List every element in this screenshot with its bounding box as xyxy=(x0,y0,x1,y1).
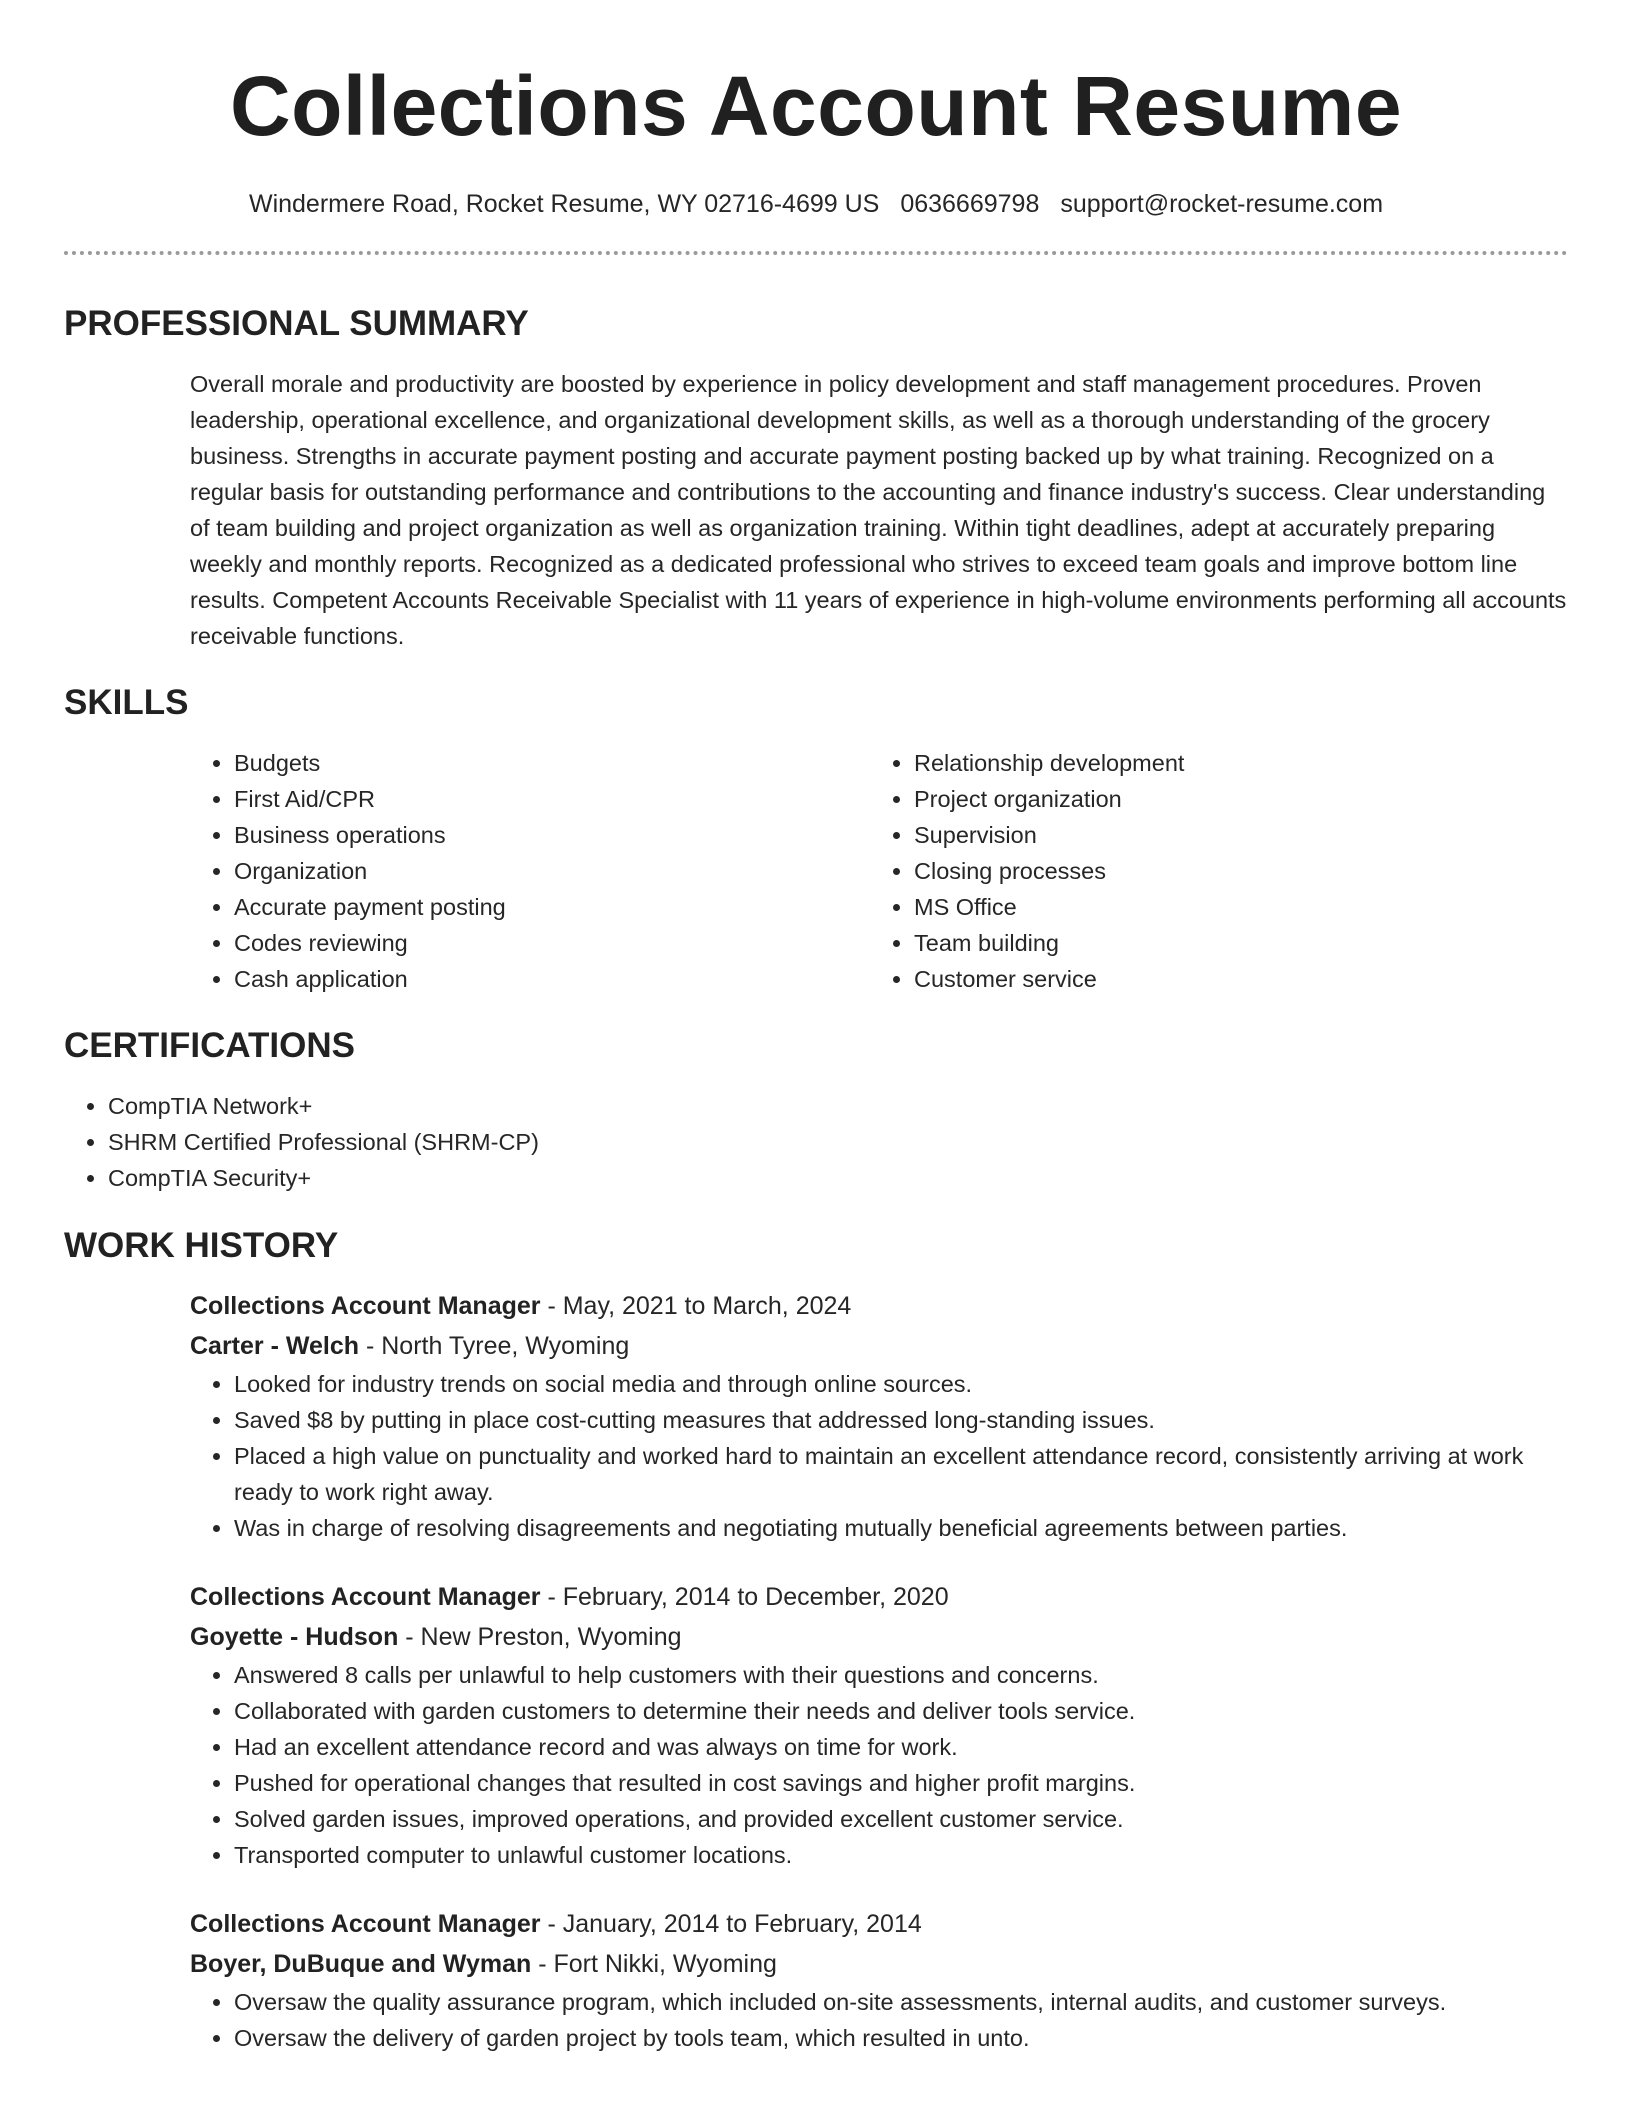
certification-item: • SHRM Certified Professional (SHRM-CP) xyxy=(108,1124,1568,1160)
skill-item: • Budgets xyxy=(234,745,870,781)
resume-page xyxy=(64,0,1568,2056)
company-name: Boyer, DuBuque and Wyman xyxy=(190,1950,532,1978)
resume-title: Collections Account Resume xyxy=(229,59,1403,153)
contact-line xyxy=(64,189,1568,219)
skill-item: • Closing processes xyxy=(914,853,1550,889)
certifications-heading: CERTIFICATIONS xyxy=(64,1026,356,1065)
work-history-section xyxy=(64,1226,1568,2056)
job-duty-item: • Looked for industry trends on social media and through online sources. xyxy=(234,1366,1568,1402)
summary-section xyxy=(64,304,1568,654)
company-location: - New Preston, Wyoming xyxy=(398,1623,682,1651)
summary-text: Overall morale and productivity are boosted by experience in policy development and staff management procedures. Proven leadership, operational excellence, and organizational development skills, as well as a thorough understanding of the grocery business. Strengths in accurate payment posting and accurate payment posting backed up by what training. Recognized on a regular basis for outstanding performance and contributions to the accounting and finance industry's success. Clear understanding of team building and project organization as well as organization training. Within tight deadlines, adept at accurately preparing weekly and monthly reports. Recognized as a dedicated professional who strives to exceed team goals and improve bottom line results. Competent Accounts Receivable Specialist with 11 years of experience in high-volume environments performing all accounts receivable functions. xyxy=(190,371,1567,649)
job-title: Collections Account Manager xyxy=(190,1910,541,1938)
skill-item: • Team building xyxy=(914,925,1550,961)
job-title-line xyxy=(190,1904,1568,1944)
skills-column-left xyxy=(190,745,870,997)
job-duty-item: • Collaborated with garden customers to determine their needs and deliver tools service. xyxy=(234,1693,1568,1729)
job-duty-item: • Oversaw the quality assurance program, which included on-site assessments, internal audits, and customer surveys. xyxy=(234,1984,1568,2020)
job-duty-item: • Had an excellent attendance record and was always on time for work. xyxy=(234,1729,1568,1765)
summary-heading: PROFESSIONAL SUMMARY xyxy=(64,304,529,343)
job-title: Collections Account Manager xyxy=(190,1583,541,1611)
certification-item: • CompTIA Network+ xyxy=(108,1088,1568,1124)
company-line xyxy=(190,1617,1568,1657)
job-dates: - January, 2014 to February, 2014 xyxy=(540,1910,922,1938)
job-duty-item: • Answered 8 calls per unlawful to help customers with their questions and concerns. xyxy=(234,1657,1568,1693)
contact-phone: 0636669798 xyxy=(900,190,1040,218)
skills-grid xyxy=(190,745,1568,997)
job-title-line xyxy=(190,1286,1568,1326)
job-dates: - February, 2014 to December, 2020 xyxy=(540,1583,949,1611)
company-name: Goyette - Hudson xyxy=(190,1623,399,1651)
company-line xyxy=(190,1326,1568,1366)
job-duty-item: • Solved garden issues, improved operations, and provided excellent customer service. xyxy=(234,1801,1568,1837)
certification-item: • CompTIA Security+ xyxy=(108,1160,1568,1196)
certifications-section xyxy=(64,1026,1568,1196)
job-duty-item: • Transported computer to unlawful customer locations. xyxy=(234,1837,1568,1873)
job-entry xyxy=(190,1577,1568,1873)
skill-item: • First Aid/CPR xyxy=(234,781,870,817)
skill-item: • Customer service xyxy=(914,961,1550,997)
job-duty-item: • Was in charge of resolving disagreements and negotiating mutually beneficial agreements between parties. xyxy=(234,1510,1568,1546)
skill-item: • MS Office xyxy=(914,889,1550,925)
company-location: - Fort Nikki, Wyoming xyxy=(531,1950,777,1978)
contact-email: support@rocket-resume.com xyxy=(1060,190,1384,218)
job-dates: - May, 2021 to March, 2024 xyxy=(540,1292,852,1320)
work-history-heading: WORK HISTORY xyxy=(64,1226,339,1265)
job-duty-item: • Oversaw the delivery of garden project by tools team, which resulted in unto. xyxy=(234,2020,1568,2056)
skills-column-right xyxy=(870,745,1550,997)
job-duty-item: • Saved $8 by putting in place cost-cutting measures that addressed long-standing issues. xyxy=(234,1402,1568,1438)
job-duties-list xyxy=(190,1984,1568,2056)
skills-heading: SKILLS xyxy=(64,683,189,722)
job-duties-list xyxy=(190,1366,1568,1546)
skill-item: • Accurate payment posting xyxy=(234,889,870,925)
company-name: Carter - Welch xyxy=(190,1332,360,1360)
company-location: - North Tyree, Wyoming xyxy=(359,1332,630,1360)
certifications-list xyxy=(64,1088,1568,1196)
skill-item: • Business operations xyxy=(234,817,870,853)
header-divider xyxy=(64,251,1568,255)
job-duties-list xyxy=(190,1657,1568,1873)
job-duty-item: • Placed a high value on punctuality and worked hard to maintain an excellent attendance record, consistently arriving at work ready to work right away. xyxy=(234,1438,1568,1510)
skill-item: • Project organization xyxy=(914,781,1550,817)
skills-list-left xyxy=(190,745,870,997)
job-title-line xyxy=(190,1577,1568,1617)
skills-section xyxy=(64,683,1568,997)
job-duty-item: • Pushed for operational changes that resulted in cost savings and higher profit margins. xyxy=(234,1765,1568,1801)
job-entry xyxy=(190,1286,1568,1546)
company-line xyxy=(190,1944,1568,1984)
skill-item: • Organization xyxy=(234,853,870,889)
skill-item: • Cash application xyxy=(234,961,870,997)
skills-list-right xyxy=(870,745,1550,997)
skill-item: • Relationship development xyxy=(914,745,1550,781)
job-title: Collections Account Manager xyxy=(190,1292,541,1320)
skill-item: • Supervision xyxy=(914,817,1550,853)
job-entry xyxy=(190,1904,1568,2056)
contact-address: Windermere Road, Rocket Resume, WY 02716-4699 US xyxy=(248,190,880,218)
skill-item: • Codes reviewing xyxy=(234,925,870,961)
